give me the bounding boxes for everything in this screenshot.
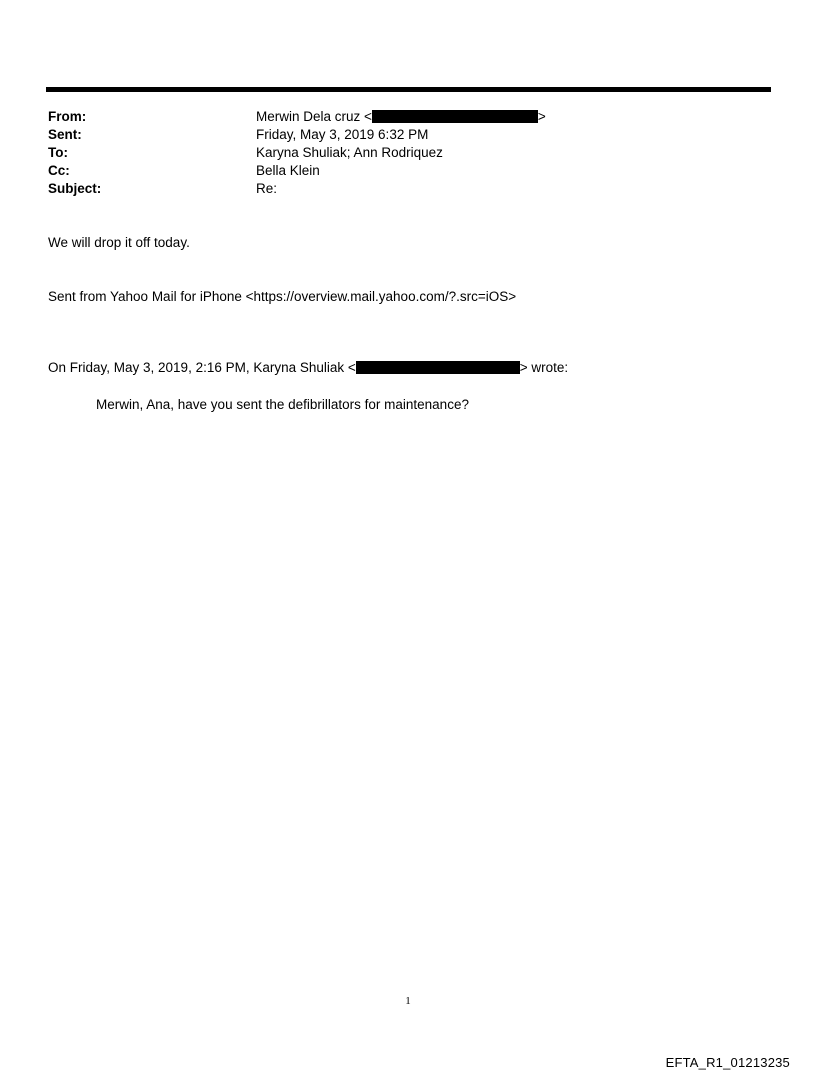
header-divider xyxy=(46,87,771,92)
to-label: To: xyxy=(48,145,68,160)
cc-label: Cc: xyxy=(48,163,70,178)
reply-text: We will drop it off today. xyxy=(48,235,190,250)
cc-value: Bella Klein xyxy=(256,163,320,178)
from-label: From: xyxy=(48,109,87,124)
to-row xyxy=(48,144,768,162)
subject-value: Re: xyxy=(256,181,278,196)
redaction-box xyxy=(356,361,520,374)
from-row xyxy=(48,108,768,126)
page-number: 1 xyxy=(405,995,411,1007)
sent-label: Sent: xyxy=(48,127,82,142)
quote-intro-prefix: On Friday, May 3, 2019, 2:16 PM, Karyna Shuliak < xyxy=(48,360,356,375)
bates-number: EFTA_R1_01213235 xyxy=(665,1055,790,1070)
cc-row xyxy=(48,162,768,180)
quoted-message: Merwin, Ana, have you sent the defibrillators for maintenance? xyxy=(96,397,469,412)
sent-value: Friday, May 3, 2019 6:32 PM xyxy=(256,127,429,142)
subject-label: Subject: xyxy=(48,181,102,196)
mobile-signature: Sent from Yahoo Mail for iPhone <https://overview.mail.yahoo.com/?.src=iOS> xyxy=(48,289,517,304)
redaction-box xyxy=(372,110,538,123)
to-value: Karyna Shuliak; Ann Rodriquez xyxy=(256,145,443,160)
from-value xyxy=(256,108,546,126)
quote-intro xyxy=(48,359,568,377)
from-name: Merwin Dela cruz < xyxy=(256,109,372,124)
sent-row xyxy=(48,126,768,144)
from-close: > xyxy=(537,109,546,124)
quote-intro-suffix: > wrote: xyxy=(519,360,569,375)
subject-row xyxy=(48,180,768,198)
